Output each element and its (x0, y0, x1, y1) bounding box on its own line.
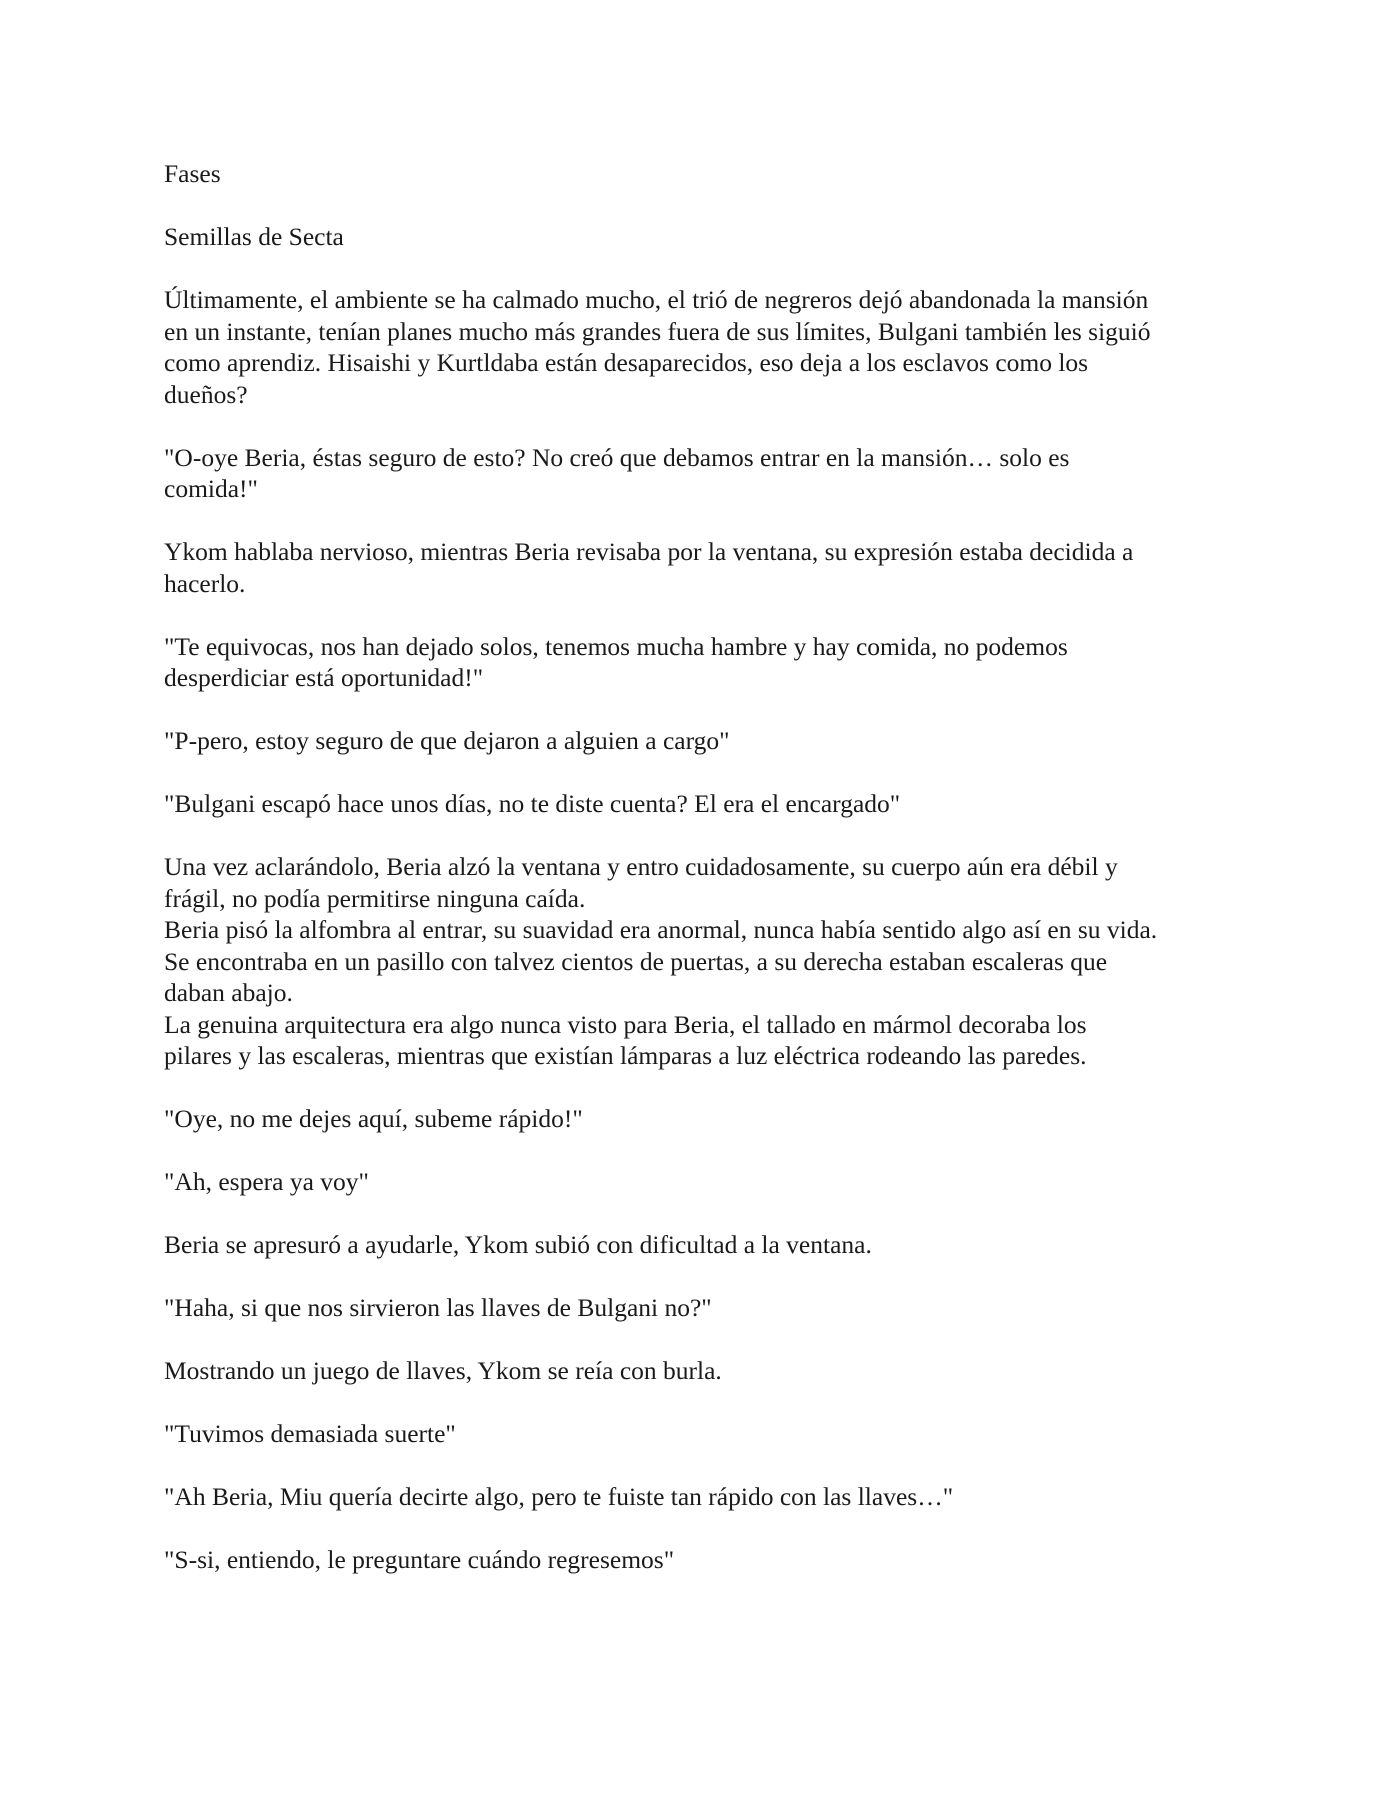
paragraph-line: "Te equivocas, nos han dejado solos, tenemos mucha hambre y hay comida, no podemos (164, 631, 1068, 661)
paragraph-line: Beria se apresuró a ayudarle, Ykom subió con dificultad a la ventana. (164, 1230, 872, 1259)
paragraph-line: comida!" (164, 474, 258, 503)
paragraph-line: Se encontraba en un pasillo con talvez cientos de puertas, a su derecha estaban escaleras que (164, 946, 1108, 976)
paragraph (164, 851, 1244, 1072)
paragraph-line: La genuina arquitectura era algo nunca visto para Beria, el tallado en mármol decoraba los (164, 1009, 1087, 1039)
dialogue-paragraph (164, 1292, 1244, 1324)
paragraph-line: "Ah Beria, Miu quería decirte algo, pero te fuiste tan rápido con las llaves…" (164, 1482, 954, 1511)
dialogue-paragraph (164, 725, 1244, 757)
dialogue-paragraph (164, 1544, 1244, 1576)
dialogue-paragraph (164, 442, 1244, 505)
dialogue-paragraph (164, 1481, 1244, 1513)
paragraph-line: hacerlo. (164, 568, 246, 598)
paragraph-line: Ykom hablaba nervioso, mientras Beria revisaba por la ventana, su expresión estaba decidida a (164, 537, 1134, 566)
paragraph-line: "Oye, no me dejes aquí, subeme rápido!" (164, 1104, 583, 1133)
document-heading (164, 158, 1244, 190)
paragraph-line: Últimamente, el ambiente se ha calmado mucho, el trió de negreros dejó abandonada la mansión (164, 285, 1149, 314)
paragraph-line: desperdiciar está oportunidad!" (164, 663, 484, 692)
document-body (164, 158, 1244, 1607)
paragraph-line: dueños? (164, 379, 248, 409)
paragraph-line: "Haha, si que nos sirvieron las llaves de Bulgani no?" (164, 1293, 712, 1322)
paragraph-line: "O-oye Beria, éstas seguro de esto? No creó que debamos entrar en la mansión… solo es (164, 442, 1070, 472)
dialogue-paragraph (164, 1103, 1244, 1135)
paragraph-line: como aprendiz. Hisaishi y Kurtldaba están desaparecidos, eso deja a los esclavos como los (164, 348, 1089, 377)
paragraph-line: frágil, no podía permitirse ninguna caída. (164, 883, 586, 913)
paragraph-line: Mostrando un juego de llaves, Ykom se reía con burla. (164, 1356, 722, 1385)
paragraph (164, 284, 1244, 410)
paragraph-line: Una vez aclarándolo, Beria alzó la ventana y entro cuidadosamente, su cuerpo aún era débil y (164, 852, 1118, 881)
paragraph-line: en un instante, tenían planes mucho más grandes fuera de sus límites, Bulgani también les siguió (164, 316, 1151, 346)
heading-text: Fases (164, 159, 221, 188)
paragraph-line: "Ah, espera ya voy" (164, 1167, 369, 1196)
paragraph-line: "Tuvimos demasiada suerte" (164, 1419, 456, 1448)
paragraph-line: pilares y las escaleras, mientras que existían lámparas a luz eléctrica rodeando las paredes. (164, 1041, 1087, 1070)
dialogue-paragraph (164, 788, 1244, 820)
paragraph-line: "P-pero, estoy seguro de que dejaron a alguien a cargo" (164, 726, 730, 755)
paragraph (164, 536, 1244, 599)
dialogue-paragraph (164, 1166, 1244, 1198)
paragraph-line: "Bulgani escapó hace unos días, no te diste cuenta? El era el encargado" (164, 789, 901, 818)
dialogue-paragraph (164, 631, 1244, 694)
paragraph-line: daban abajo. (164, 978, 293, 1007)
chapter-title-text: Semillas de Secta (164, 222, 344, 251)
paragraph-line: Beria pisó la alfombra al entrar, su suavidad era anormal, nunca había sentido algo así en su vida. (164, 915, 1158, 944)
paragraph-line: "S-si, entiendo, le preguntare cuándo regresemos" (164, 1545, 675, 1574)
paragraph (164, 1229, 1244, 1261)
dialogue-paragraph (164, 1418, 1244, 1450)
paragraph (164, 1355, 1244, 1387)
chapter-title (164, 221, 1244, 253)
